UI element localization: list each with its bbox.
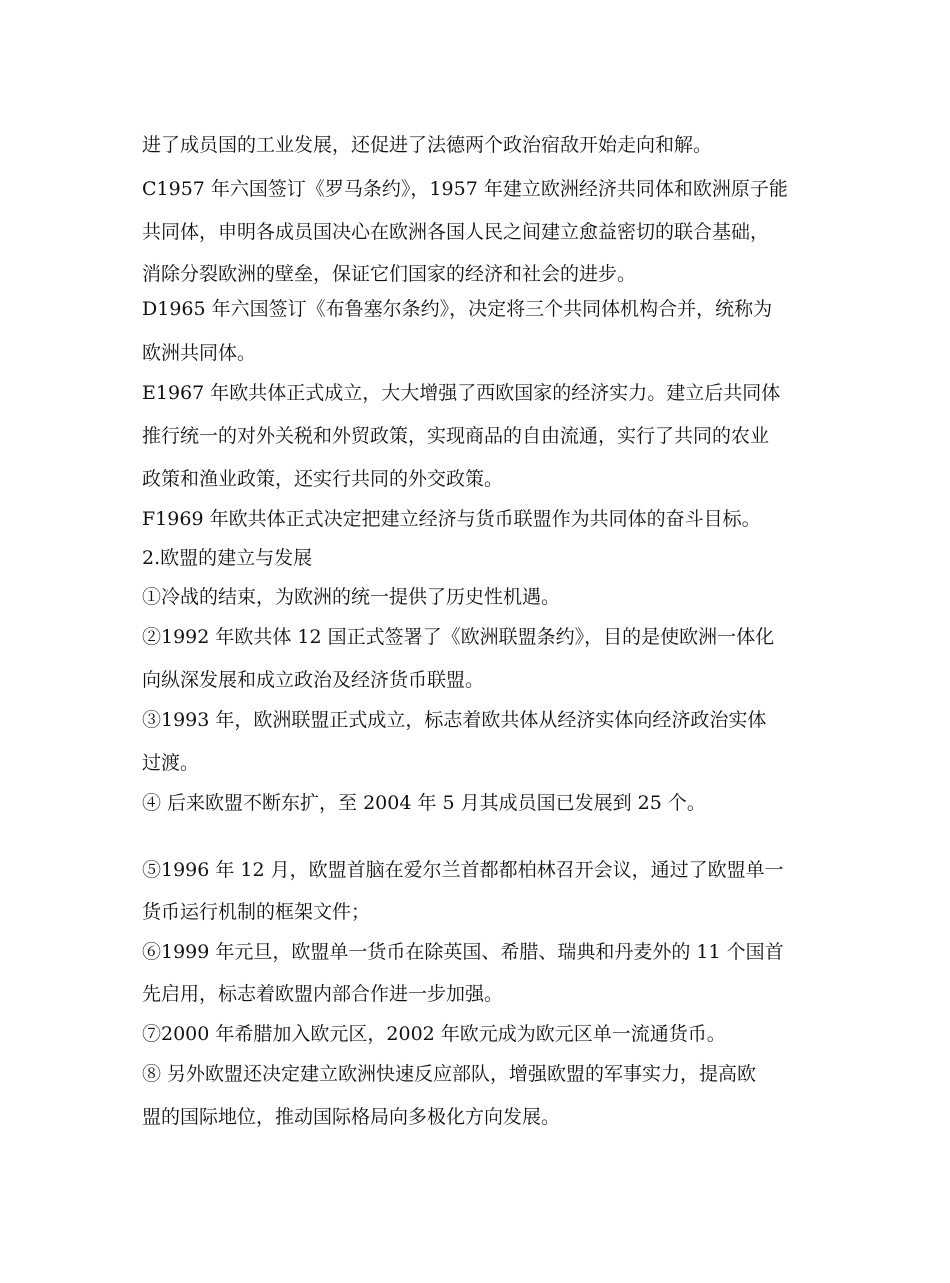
text-line: 过渡。 [142, 752, 200, 774]
text-line: 消除分裂欧洲的壁垒，保证它们国家的经济和社会的进步。 [142, 263, 637, 285]
text-line: ②1992 年欧共体 12 国正式签署了《欧洲联盟条约》，目的是使欧洲一体化 [142, 626, 775, 648]
text-line: 先启用，标志着欧盟内部合作进一步加强。 [142, 983, 504, 1005]
text-line: ⑧ 另外欧盟还决定建立欧洲快速反应部队，增强欧盟的军事实力，提高欧 [142, 1063, 757, 1085]
text-line: ⑦2000 年希腊加入欧元区，2002 年欧元成为欧元区单一流通货币。 [142, 1023, 726, 1045]
text-line: 共同体，申明各成员国决心在欧洲各国人民之间建立愈益密切的联合基础， [142, 221, 770, 243]
text-line: 推行统一的对外关税和外贸政策，实现商品的自由流通，实行了共同的农业 [142, 425, 770, 447]
text-line: ④ 后来欧盟不断东扩，至 2004 年 5 月其成员国已发展到 25 个。 [142, 792, 706, 814]
text-line: F1969 年欧共体正式决定把建立经济与货币联盟作为共同体的奋斗目标。 [142, 508, 761, 530]
text-line: 欧洲共同体。 [142, 342, 257, 364]
text-line: D1965 年六国签订《布鲁塞尔条约》，决定将三个共同体机构合并，统称为 [142, 298, 773, 320]
text-line: C1957 年六国签订《罗马条约》，1957 年建立欧洲经济共同体和欧洲原子能 [142, 178, 788, 200]
text-line: ⑤1996 年 12 月，欧盟首脑在爱尔兰首都都柏林召开会议，通过了欧盟单一 [142, 859, 784, 881]
text-line: 盟的国际地位，推动国际格局向多极化方向发展。 [142, 1106, 561, 1128]
text-line: ①冷战的结束，为欧洲的统一提供了历史性机遇。 [142, 586, 561, 608]
text-line: E1967 年欧共体正式成立，大大增强了西欧国家的经济实力。建立后共同体 [142, 382, 781, 404]
text-line: ⑥1999 年元旦，欧盟单一货币在除英国、希腊、瑞典和丹麦外的 11 个国首 [142, 941, 784, 963]
text-line: 向纵深发展和成立政治及经济货币联盟。 [142, 669, 485, 691]
text-line: 政策和渔业政策，还实行共同的外交政策。 [142, 468, 504, 490]
text-line: 进了成员国的工业发展，还促进了法德两个政治宿敌开始走向和解。 [142, 134, 713, 156]
text-line: ③1993 年，欧洲联盟正式成立，标志着欧共体从经济实体向经济政治实体 [142, 709, 767, 731]
section-heading: 2.欧盟的建立与发展 [142, 547, 313, 569]
text-line: 货币运行机制的框架文件； [142, 901, 371, 923]
